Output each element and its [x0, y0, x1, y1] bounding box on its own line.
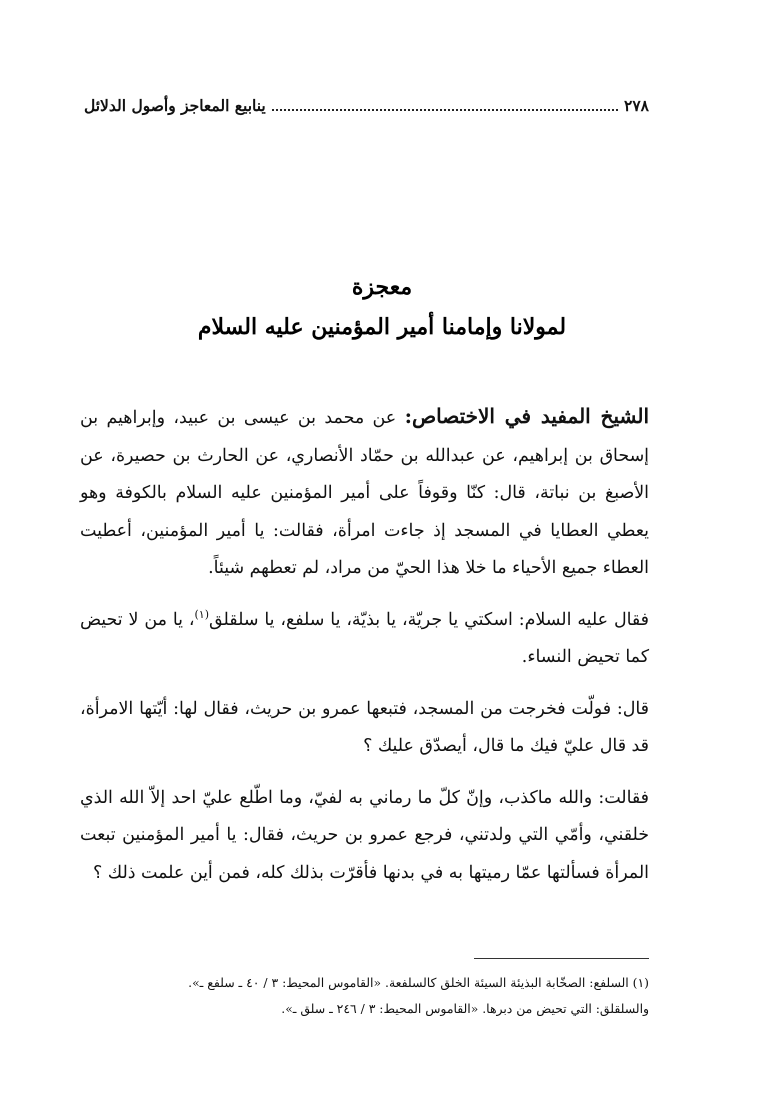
footnote-reference: (١) — [194, 607, 210, 621]
paragraph-3: قال: فولّت فخرجت من المسجد، فتبعها عمرو بن حريث، فقال لها: أيّتها الامرأة، قد قال عليّ فيك ما قال، أيصدّق عليك ؟ — [80, 698, 649, 756]
section-heading-line-1: معجزة — [351, 274, 413, 300]
paragraph-2-text-before: فقال عليه السلام: اسكتي يا جريّة، يا بذيّة، يا سلفع، يا سلقلق — [209, 609, 649, 630]
dotted-leader — [272, 108, 618, 111]
running-header — [84, 96, 649, 122]
footnote-1: (١) السلفع: الصخّابة البذيئة السيئة الخلق كالسلفعة. «القاموس المحيط: ٣ / ٤٠ ـ سلفع ـ». — [188, 975, 649, 990]
section-heading-line-2: لمولانا وإمامنا أمير المؤمنين عليه السلام — [197, 314, 567, 340]
paragraph-4: فقالت: والله ماكذب، وإنّ كلّ ما رماني به لفيّ، وما اطّلع عليّ احد إلاّ الله الذي خلقني، وأمّي التي ولدتني، فرجع عمرو بن حريث، فقال: يا أمير المؤمنين تبعت المرأة فسألتها عمّا رميتها به في بدنها فأقرّت بذلك كله، فمن أين علمت ذلك ؟ — [80, 787, 649, 883]
source-lead: الشيخ المفيد في الاختصاص: — [404, 404, 649, 428]
paragraph-1-text: عن محمد بن عيسى بن عبيد، وإبراهيم بن إسحاق بن إبراهيم، عن عبدالله بن حمّاد الأنصاري، عن الحارث بن حصيرة، عن الأصبغ بن نباتة، قال: كنّا وقوفاً على أمير المؤمنين عليه السلام بالكوفة وهو يعطي العطايا في المسجد إذ جاءت امرأة، فقالت: يا أمير المؤمنين، أعطيت العطاء جميع الأحياء ما خلا هذا الحيّ من مراد، لم تعطهم شيئاً. — [80, 408, 649, 578]
paragraph-1 — [80, 398, 649, 588]
body-text — [80, 398, 649, 906]
footnote-separator — [474, 958, 649, 959]
footnotes — [80, 970, 649, 1022]
paragraph-2 — [80, 602, 649, 677]
page-number: ٢٧٨ — [624, 96, 649, 115]
footnote-1-continued: والسلقلق: التي تحيض من دبرها. «القاموس المحيط: ٣ / ٢٤٦ ـ سلق ـ». — [281, 1001, 649, 1016]
paragraph-2-text-after: ، يا من لا تحيض كما تحيض النساء. — [80, 609, 649, 667]
running-book-title: ينابيع المعاجز وأصول الدلائل — [84, 96, 266, 115]
